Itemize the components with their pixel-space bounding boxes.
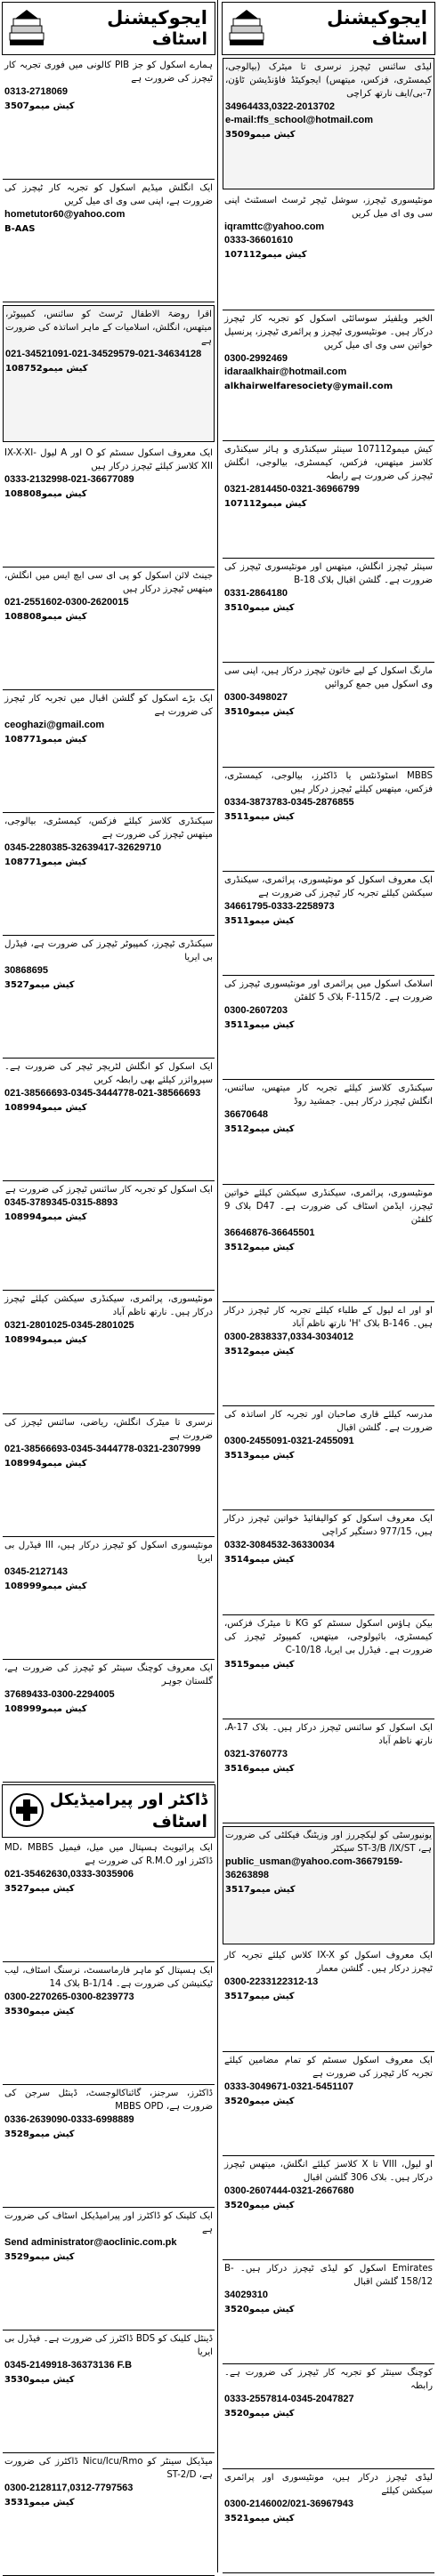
classified-ad xyxy=(223,663,434,767)
ad-cash-memo: کیش میمو108771 xyxy=(4,735,87,745)
ad-cash-memo: کیش میمو108994 xyxy=(4,1458,87,1469)
ad-cash-memo: کیش میمو3517 xyxy=(225,1885,296,1895)
ad-body-text: بیکن ہاؤس اسکول سسٹم کو KG تا میٹرک فزکس، کیمسٹری، بائیولوجی، میتھس، کمپیوٹر ٹیچرز کی ضرورت ہے۔ فیڈرل بی ایریا، C-10/18 xyxy=(224,1618,433,1655)
classified-ad xyxy=(223,1826,434,1944)
ad-cash-memo: کیش میمو3520 xyxy=(224,2096,295,2106)
left-column xyxy=(0,0,218,2572)
banner-title: ڈاکٹر اور پیرامیڈیکل xyxy=(49,1790,207,1809)
classified-ad xyxy=(3,1059,215,1181)
doctor-paramedical-banner xyxy=(2,1784,215,1838)
ad-body-text: اسلامک اسکول میں پرائمری اور مونٹیسوری ٹیچرز کی ضرورت ہے۔ F-115/2 بلاک 5 کلفٹن xyxy=(224,979,433,1002)
ad-cash-memo: کیش میمو3527 xyxy=(4,1883,75,1894)
ad-body-text: نرسری تا میٹرک انگلش، ریاضی، سائنس ٹیچرز کی ضرورت ہے xyxy=(4,1417,213,1441)
ad-contact: 0333-2132998-021-36677089 xyxy=(4,474,134,486)
classified-ad xyxy=(223,1947,434,2051)
ad-body-text: ایک معروف اسکول کو مونٹیسوری، پرائمری، سیکنڈری سیکشن کیلئے تجربہ کار ٹیچرز کی ضرورت ہے xyxy=(224,874,433,898)
classified-ad xyxy=(3,690,215,813)
ad-cash-memo: کیش میمو3517 xyxy=(224,1992,295,2002)
classified-ad xyxy=(223,58,434,189)
ad-body-text: سیکنڈری ٹیچرز، کمپیوٹر ٹیچرز کی ضرورت ہے، فیڈرل بی ایریا xyxy=(4,939,213,963)
ad-contact: 0321-2801025-0345-2801025 xyxy=(4,1320,134,1332)
ad-cash-memo: کیش میمو3531 xyxy=(4,2497,75,2508)
ad-contact: 0300-2146002/021-36967943 xyxy=(224,2498,353,2509)
ad-cash-memo: کیش میمو3514 xyxy=(224,1555,295,1566)
ad-contact-extra: 0333-36601610 xyxy=(224,235,294,246)
ad-contact: 0300-2233122312-13 xyxy=(224,1976,319,1988)
ad-cash-memo: کیش میمو3513 xyxy=(224,1451,295,1461)
ad-cash-memo: کیش میمو3516 xyxy=(224,1763,295,1774)
banner-subtitle: اسٹاف xyxy=(151,29,207,49)
left-ads-list-medical xyxy=(0,1839,217,2576)
classified-ad xyxy=(223,1615,434,1719)
ad-cash-memo: کیش میمو3509 xyxy=(225,130,296,140)
ad-contact: 0345-3789345-0315-8893 xyxy=(4,1197,118,1209)
classified-ad xyxy=(3,2453,215,2576)
classified-ad xyxy=(223,2052,434,2156)
classified-ad xyxy=(3,305,215,442)
ad-contact: ceoghazi@gmail.com xyxy=(4,720,105,731)
banner-title: ایجوکیشنل xyxy=(327,7,427,28)
ad-cash-memo: کیش میمو3521 xyxy=(224,2513,295,2524)
ad-cash-memo: کیش میمو3520 xyxy=(224,2409,295,2419)
ad-body-text: مارنگ اسکول کے لیے خاتون ٹیچرز درکار ہیں، اپنی سی وی اسکول میں جمع کروائیں xyxy=(224,666,433,690)
ad-contact: public_usman@yahoo.com-36679159-36263898 xyxy=(225,1856,403,1880)
banner-title: ایجوکیشنل xyxy=(107,7,207,28)
ad-body-text: مونٹیسوری اسکول کو ٹیچرز درکار ہیں، III فیڈرل بی ایریا xyxy=(4,1540,214,1564)
ad-contact: Send administrator@aoclinic.com.pk xyxy=(4,2236,177,2248)
ad-contact: hometutor60@yahoo.com xyxy=(4,209,126,221)
ad-body-text: ایک اسکول کو سائنس ٹیچرز درکار ہیں۔ بلاک A-17، نارتھ ناظم آباد xyxy=(224,1722,433,1746)
ad-cash-memo: کیش میمو108771 xyxy=(4,857,87,868)
ad-cash-memo: کیش میمو108994 xyxy=(4,1335,87,1346)
ad-body-text: الخیر ویلفیئر سوسائٹی اسکول کو تجربہ کار ٹیچرز درکار ہیں۔ مونٹیسوری ٹیچرز و پرائمری ٹیچرز، پرنسپل خواتین سی وی ای میل کریں xyxy=(224,313,433,350)
ad-body-text: ایک اسکول کو تجربہ کار سائنس ٹیچرز کی ضرورت ہے xyxy=(5,1185,213,1195)
ad-cash-memo: کیش میمو108999 xyxy=(4,1581,87,1591)
ad-contact: 0321-2814450-0321-36966799 xyxy=(224,483,360,495)
ad-cash-memo: کیش میمو3511 xyxy=(224,1020,295,1030)
ad-contact: 021-35462630,0333-3035906 xyxy=(4,1868,134,1880)
ad-cash-memo: alkhairwelfaresociety@ymail.com xyxy=(224,381,393,391)
banner-subtitle: اسٹاف xyxy=(151,1811,207,1831)
ad-cash-memo: کیش میمو3511 xyxy=(224,811,295,822)
classified-ad xyxy=(223,1719,434,1823)
classified-ad xyxy=(223,2469,434,2573)
ad-contact: 0345-2280385-32639417-32629710 xyxy=(4,842,162,854)
classified-ad xyxy=(223,1510,434,1614)
ad-body-text: سیکنڈری کلاسز کیلئے فزکس، کیمسٹری، بیالوجی، میتھس ٹیچرز کی ضرورت ہے xyxy=(4,817,213,841)
ad-cash-memo: کیش میمو3529 xyxy=(4,2251,75,2262)
ad-cash-memo: کیش میمو3512 xyxy=(224,1124,295,1135)
ad-contact: 0300-2992469 xyxy=(224,352,288,364)
ad-contact: 30868695 xyxy=(4,965,48,977)
ad-cash-memo: کیش میمو3512 xyxy=(224,1242,295,1252)
classified-ad xyxy=(3,57,215,180)
ad-contact: 0300-2838337,0334-3034012 xyxy=(224,1331,353,1342)
ad-contact: 0345-2127143 xyxy=(4,1566,68,1577)
ad-contact: 0331-2864180 xyxy=(224,588,288,599)
ad-body-text: میڈیکل سینٹر کو Nicu/Icu/Rmo ڈاکٹرز کی ضرورت ہے، ST-2/D xyxy=(4,2456,213,2480)
ad-contact: 36670648 xyxy=(224,1109,268,1121)
ad-body-text: ایک کلینک کو ڈاکٹرز اور پیرامیڈیکل اسٹاف کی ضرورت ہے xyxy=(4,2210,213,2234)
classified-ad xyxy=(223,559,434,663)
ad-contact: 021-34521091-021-34529579-021-34634128 xyxy=(5,349,202,360)
ad-body-text: ہمارے اسکول کو جز PIB کالونی میں فوری تجربہ کار ٹیچرز کی ضرورت ہے xyxy=(4,60,213,84)
ad-body-text: ڈینٹل کلینک کو BDS ڈاکٹرز کی ضرورت ہے۔ فیڈرل بی ایریا xyxy=(4,2333,214,2357)
classified-ad xyxy=(223,192,434,310)
ad-cash-memo: کیش میمو3530 xyxy=(4,2006,75,2017)
ad-contact: 0333-3049671-0321-5451107 xyxy=(224,2081,353,2092)
ad-body-text: مونٹیسوری، پرائمری، سیکنڈری سیکشن کیلئے خواتین ٹیچرز، ایڈمن اسٹاف کی ضرورت ہے۔ D47 بلاک 9 کلفٹن xyxy=(224,1187,434,1225)
classified-ad xyxy=(3,1962,215,2085)
classified-ad xyxy=(223,441,434,559)
ad-body-text: لیڈی ٹیچرز درکار ہیں، مونٹیسوری اور پرائمری سیکشن کیلئے xyxy=(224,2472,433,2496)
ad-body-text: کیش میمو107112 سینئر سیکنڈری و ہائر سیکنڈری کلاسز میتھس، فزکس، کیمسٹری، بیالوجی، انگلش ٹیچرز کی ضرورت ہے رابطہ xyxy=(224,444,433,481)
ad-body-text: اقرا روضۃ الاطفال ٹرسٹ کو سائنس، کمپیوٹر، میتھس، انگلش، اسلامیات کے ماہر اساتذہ کی ضرورت ہے xyxy=(5,310,212,347)
ad-contact-extra: e-mail:ffs_school@hotmail.com xyxy=(225,115,373,125)
ad-contact: 0300-2270265-0300-8239773 xyxy=(4,1991,134,2002)
ad-contact: 0300-2128117,0312-7797563 xyxy=(4,2482,134,2493)
classified-ad xyxy=(3,813,215,936)
ad-body-text: لیڈی سائنس ٹیچرز نرسری تا میٹرک (بیالوجی، کیمسٹری، فزکس، میتھس) ایجوکیٹڈ فاؤنڈیشن ٹاؤن، 7-بی/ایف نارتھ کراچی xyxy=(225,62,432,99)
ad-contact: 021-38566693-0345-3444778-021-38566693 xyxy=(4,1088,201,1099)
classified-ad xyxy=(223,872,434,976)
educational-staff-banner-left xyxy=(2,2,215,55)
ad-contact: 0300-2607203 xyxy=(224,1005,288,1016)
books-icon xyxy=(8,6,45,49)
classified-ad xyxy=(223,310,434,441)
ad-body-text: سینئر ٹیچرز انگلش، میتھس اور مونٹیسوری ٹیچرز کی ضرورت ہے۔ گلشن اقبال بلاک 18-B xyxy=(224,562,433,585)
right-ads-list xyxy=(220,58,437,2573)
right-column xyxy=(220,0,437,2572)
ad-cash-memo: B-AAS xyxy=(4,224,36,235)
ad-contact: 021-38566693-0345-3444778-0321-2307999 xyxy=(4,1443,201,1454)
ad-contact: 0300-2607444-0321-2667680 xyxy=(224,2185,354,2196)
ad-body-text: ایک معروف اسکول کو IX-X کلاس کیلئے تجربہ کار ٹیچرز درکار ہیں۔ گلشن معمار xyxy=(224,1951,434,1975)
ad-body-text: مونٹیسوری، پرائمری، سیکنڈری سیکشن کیلئے ٹیچرز درکار ہیں۔ نارتھ ناظم آباد xyxy=(4,1294,213,1318)
ad-cash-memo: کیش میمو3511 xyxy=(224,915,295,926)
ad-cash-memo: کیش میمو108752 xyxy=(5,364,88,374)
ad-cash-memo: کیش میمو108808 xyxy=(4,612,87,623)
ad-body-text: جینٹ لائن اسکول کو پی ای سی ایچ ایس میں انگلش، میتھس ٹیچرز درکار ہیں xyxy=(4,571,213,595)
ad-body-text: ڈاکٹرز، سرجنز، گائناکالوجسٹ، ڈینٹل سرجن کی ضرورت ہے، MBBS OPD xyxy=(4,2088,213,2112)
books-icon xyxy=(228,6,265,49)
classified-ad xyxy=(3,445,215,568)
medical-cross-icon xyxy=(8,1789,45,1831)
ad-contact-extra: idaraalkhair@hotmail.com xyxy=(224,366,347,377)
ad-contact: iqramttc@yahoo.com xyxy=(224,221,325,233)
ad-contact: 37689433-0300-2294005 xyxy=(4,1688,115,1700)
ad-body-text: او لیول، VIII تا X کلاسز کیلئے انگلش، میتھس ٹیچرز درکار ہیں۔ بلاک 306 گلشن اقبال xyxy=(224,2159,433,2183)
ad-cash-memo: کیش میمو107112 xyxy=(224,498,307,509)
classified-ad xyxy=(3,1414,215,1537)
ad-body-text: ایک انگلش میڈیم اسکول کو تجربہ کار ٹیچرز کی ضرورت ہے، اپنی سی وی ای میل کریں xyxy=(4,183,213,207)
ad-body-text: Emirates اسکول کو لیڈی ٹیچرز درکار ہیں۔ B-158/12 گلشن اقبال xyxy=(224,2264,433,2287)
classified-ad xyxy=(3,568,215,690)
ad-body-text: ایک معروف اسکول کو کوالیفائیڈ خواتین ٹیچرز درکار ہیں، 977/15 دستگیر کراچی xyxy=(224,1514,433,1538)
classified-ad xyxy=(3,2085,215,2208)
ad-cash-memo: کیش میمو107112 xyxy=(224,250,307,261)
classified-ad xyxy=(3,1839,215,1962)
ad-contact: 0334-3873783-0345-2876855 xyxy=(224,796,354,808)
classified-ad xyxy=(223,2364,434,2468)
ad-contact: 36646876-36645501 xyxy=(224,1227,315,1238)
ad-contact: 0333-2557814-0345-2047827 xyxy=(224,2394,354,2405)
ad-body-text: سیکنڈری کلاسز کیلئے تجربہ کار میتھس، سائنس، انگلش ٹیچرز درکار ہیں۔ جمشید روڈ xyxy=(224,1083,433,1107)
ad-body-text: کوچنگ سینٹر کو تجربہ کار ٹیچرز کی ضرورت ہے۔ رابطہ xyxy=(224,2368,433,2392)
classified-ad xyxy=(223,976,434,1080)
ad-contact: 34964433,0322-2013702 xyxy=(225,101,335,112)
ad-cash-memo: کیش میمو108808 xyxy=(4,489,87,500)
ad-body-text: ایک ہسپتال کو ماہر فارماسسٹ، نرسنگ اسٹاف، لیب ٹیکنیشن کی ضرورت ہے۔ B-1/14 بلاک 14 xyxy=(4,1965,213,1989)
ad-contact: 0300-2455091-0321-2455091 xyxy=(224,1436,354,1446)
ad-body-text: او اور اے لیول کے طلباء کیلئے تجربہ کار ٹیچرز درکار ہیں۔ B-146 بلاک 'H' نارتھ ناظم آباد xyxy=(224,1305,433,1329)
ad-contact: 0321-3760773 xyxy=(224,1748,288,1759)
ad-body-text: ایک معروف اسکول سسٹم کو تمام مضامین کیلئے تجربہ کار ٹیچرز کی ضرورت ہے xyxy=(224,2055,433,2079)
ad-body-text: یونیورسٹی کو لیکچررز اور وزیٹنگ فیکلٹی کی ضرورت ہے، ST-3/B /IX/ST سیکٹر xyxy=(225,1831,432,1854)
ad-cash-memo: کیش میمو3512 xyxy=(224,1346,295,1356)
ad-body-text: ایک اسکول کو انگلش لٹریچر ٹیچر کی ضرورت ہے۔ سپروائزر کیلئے بھی رابطہ کریں xyxy=(4,1062,213,1086)
classified-ad xyxy=(3,936,215,1059)
ad-cash-memo: کیش میمو3527 xyxy=(4,980,75,991)
ad-contact: 0345-2149918-36373136 F.B xyxy=(4,2359,133,2371)
classified-ad xyxy=(223,1302,434,1406)
ad-body-text: مونٹیسوری ٹیچرز، سوشل ٹیچر ٹرسٹ اسسٹنٹ اپنی سی وی ای میل کریں xyxy=(224,196,433,220)
ad-cash-memo: کیش میمو108994 xyxy=(4,1103,87,1114)
ad-body-text: مدرسہ کیلئے قاری صاحبان اور تجربہ کار اساتذہ کی ضرورت ہے۔ گلشن اقبال xyxy=(224,1410,433,1433)
ad-cash-memo: کیش میمو3510 xyxy=(224,707,295,718)
left-ads-list-education xyxy=(0,57,217,1783)
ad-cash-memo: کیش میمو3510 xyxy=(224,603,295,613)
ad-contact: 34029310 xyxy=(224,2290,268,2300)
ad-cash-memo: کیش میمو3515 xyxy=(224,1659,295,1670)
classified-ad xyxy=(3,180,215,302)
educational-staff-banner-right xyxy=(222,2,435,55)
ad-contact: 34661795-0333-2258973 xyxy=(224,900,335,912)
ad-contact: 0332-3084532-36330034 xyxy=(224,1540,335,1551)
classified-ad xyxy=(223,2260,434,2364)
ad-cash-memo: کیش میمو3528 xyxy=(4,2129,75,2139)
ad-body-text: MBBS اسٹوڈنٹس یا ڈاکٹرز، بیالوجی، کیمسٹری، فزکس، میتھس کیلئے ٹیچرز درکار ہیں xyxy=(224,770,433,794)
ad-cash-memo: کیش میمو3507 xyxy=(4,101,75,111)
classified-ad xyxy=(223,768,434,872)
classified-ad xyxy=(223,2156,434,2260)
classified-ad xyxy=(3,2208,215,2330)
ad-cash-memo: کیش میمو3520 xyxy=(224,2200,295,2210)
ad-cash-memo: کیش میمو108994 xyxy=(4,1212,87,1223)
classified-ad xyxy=(3,2330,215,2453)
ad-contact: 0336-2639090-0333-6998889 xyxy=(4,2113,134,2125)
ad-cash-memo: کیش میمو3520 xyxy=(224,2305,295,2314)
classified-ad xyxy=(223,1080,434,1184)
classified-ad xyxy=(3,1291,215,1413)
ad-body-text: ایک پرائیویٹ ہسپتال میں میل، فیمیل MD، MBBS ڈاکٹرز اور R.M.O کی ضرورت ہے xyxy=(4,1842,213,1866)
ad-contact: 021-2551602-0300-2620015 xyxy=(4,597,129,608)
ad-contact: 0313-2718069 xyxy=(4,86,68,97)
ad-body-text: ایک معروف کوچنگ سینٹر کو ٹیچرز کی ضرورت ہے، گلستان جوہر xyxy=(4,1662,213,1686)
ad-body-text: ایک بڑے اسکول کو گلشن اقبال میں تجربہ کار ٹیچرز کی ضرورت ہے xyxy=(4,694,213,718)
ad-cash-memo: کیش میمو108999 xyxy=(4,1703,87,1714)
classified-ad xyxy=(223,1185,434,1302)
classified-ad xyxy=(3,1181,215,1291)
ad-cash-memo: کیش میمو3530 xyxy=(4,2374,75,2385)
ad-body-text: ایک معروف اسکول سسٹم کو O اور A لیول IX-X-XI-XII کلاسز کیلئے ٹیچرز درکار ہیں xyxy=(4,448,214,472)
classified-ad xyxy=(3,1660,215,1783)
classified-ad xyxy=(3,1537,215,1660)
ad-contact: 0300-3498027 xyxy=(224,692,288,704)
banner-subtitle: اسٹاف xyxy=(371,29,427,49)
classified-ad xyxy=(223,1406,434,1510)
